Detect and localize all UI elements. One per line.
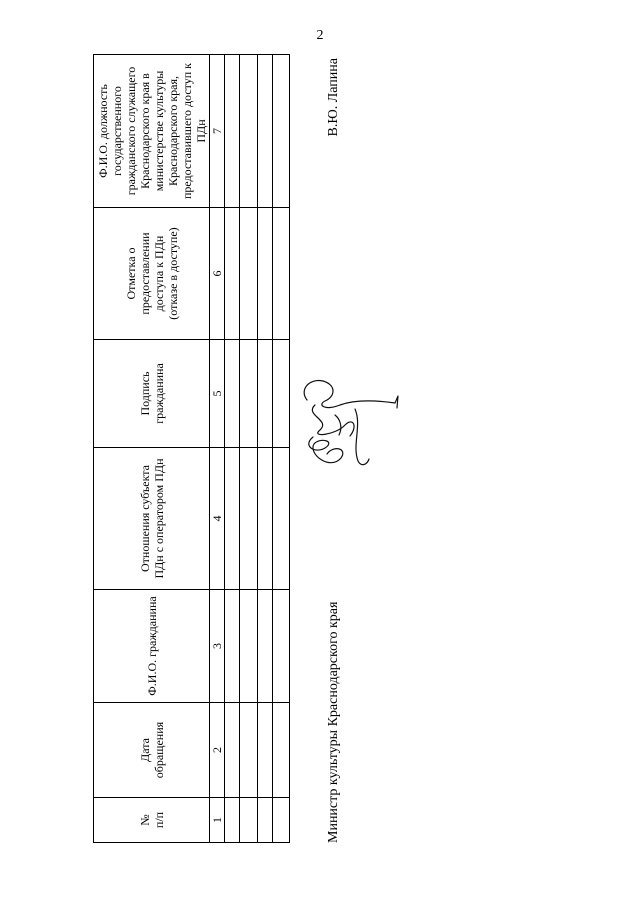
table-cell [258, 590, 273, 703]
signatory-position: Министр культуры Краснодарского края [326, 601, 341, 843]
page-number: 2 [316, 28, 324, 43]
table-cell [258, 340, 273, 448]
table-cell [258, 798, 273, 843]
table-row [258, 55, 273, 843]
table-cell [273, 798, 290, 843]
header-citizen-signature: Подпись гражданина [94, 340, 210, 448]
header-official-name-position: Ф.И.О. должность государственного гражданского служащего Краснодарского края в министерстве культуры Краснодарского края, предоставившего доступ к ПДн [94, 55, 210, 208]
table-cell [258, 703, 273, 798]
table-cell [225, 448, 240, 590]
column-number-cell: 3 [210, 590, 225, 703]
table-cell [240, 340, 258, 448]
header-subject-relation: Отношения субъекта ПДн с оператором ПДн [94, 448, 210, 590]
column-numbers-row [210, 55, 225, 843]
table-cell [225, 590, 240, 703]
table-cell [273, 703, 290, 798]
access-register-table [93, 54, 290, 843]
table-cell [240, 208, 258, 340]
header-access-mark: Отметка о предоставлении доступа к ПДн (отказе в доступе) [94, 208, 210, 340]
column-number-cell: 6 [210, 208, 225, 340]
table-cell [273, 208, 290, 340]
table-row [273, 55, 290, 843]
table-cell [240, 55, 258, 208]
column-number-cell: 1 [210, 798, 225, 843]
table-cell [273, 55, 290, 208]
table-row [225, 55, 240, 843]
table-cell [258, 55, 273, 208]
table-cell [273, 590, 290, 703]
table-cell [258, 448, 273, 590]
column-number-cell: 2 [210, 703, 225, 798]
table-cell [240, 703, 258, 798]
header-request-date: Дата обращения [94, 703, 210, 798]
column-number-cell: 7 [210, 55, 225, 208]
table-cell [225, 340, 240, 448]
table-cell [240, 798, 258, 843]
table-cell [273, 448, 290, 590]
header-citizen-name: Ф.И.О. гражданина [94, 590, 210, 703]
table-cell [225, 208, 240, 340]
table-row [240, 55, 258, 843]
table-cell [225, 798, 240, 843]
table-cell [240, 590, 258, 703]
header-row-number: № п/п [94, 798, 210, 843]
column-number-cell: 5 [210, 340, 225, 448]
table-cell [225, 55, 240, 208]
column-number-cell: 4 [210, 448, 225, 590]
table-cell [240, 448, 258, 590]
table-cell [225, 703, 240, 798]
signatory-name: В.Ю. Лапина [326, 58, 341, 137]
table-cell [258, 208, 273, 340]
table-header-row [94, 55, 210, 843]
table-cell [273, 340, 290, 448]
